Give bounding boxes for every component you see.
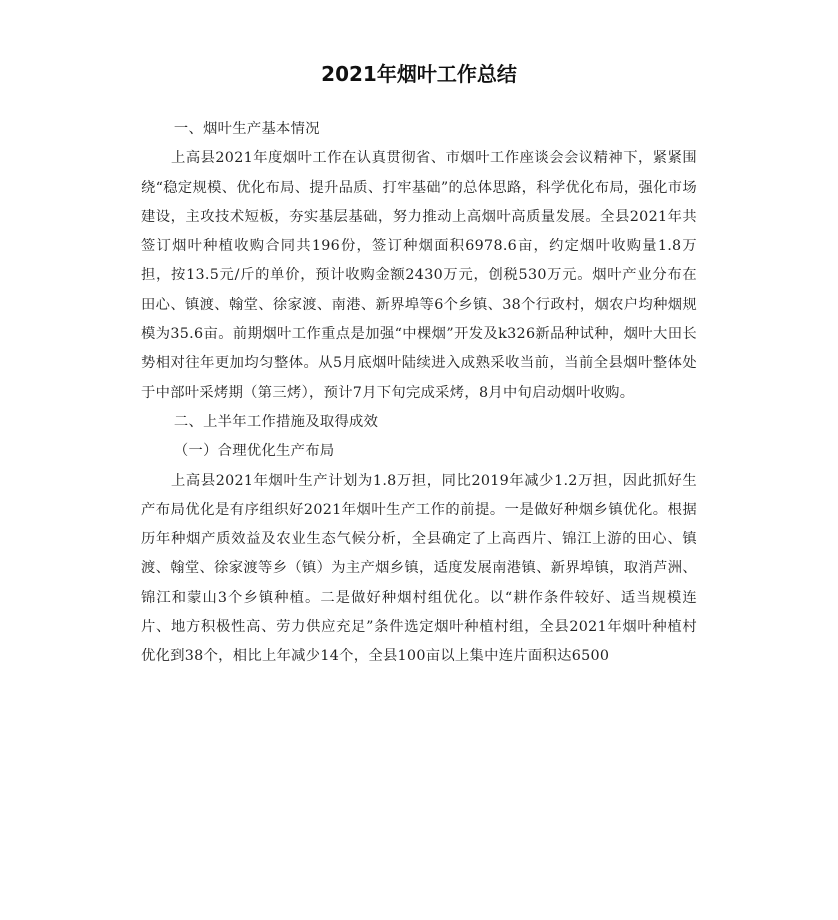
section-heading-1: 一、烟叶生产基本情况: [173, 121, 320, 137]
section-heading-2: 二、上半年工作措施及取得成效: [173, 413, 379, 430]
document-title: 2021年烟叶工作总结: [321, 62, 517, 86]
section-paragraph-2: 上高县2021年烟叶生产计划为1.8万担，同比2019年减少1.2万担，因此抓好生产布局优化是有序组织好2021年烟叶生产工作的前提。一是做好种烟乡镇优化。根据历年种烟产质效益及农业生态气候分析，全县确定了上高西片、锦江上游的田心、镇渡、翰堂、徐家渡等乡（镇）为主产烟乡镇，适度发展南港镇、新界埠镇，取消芦洲、锦江和蒙山3个乡镇种植。二是做好种烟村组优化。以“耕作条件较好、适当规模连片、地方积极性高、劳力供应充足”条件选定烟叶种植村组，全县2021年烟叶种植村优化到38个，相比上年减少14个，全县100亩以上集中连片面积达6500: [141, 472, 697, 665]
section-paragraph-1: 上高县2021年度烟叶工作在认真贯彻省、市烟叶工作座谈会会议精神下，紧紧围绕“稳定规模、优化布局、提升品质、打牢基础”的总体思路，科学优化布局，强化市场建设，主攻技术短板，夯实基层基础，努力推动上高烟叶高质量发展。全县2021年共签订烟叶种植收购合同共196份，签订种烟面积6978.6亩，约定烟叶收购量1.8万担，按13.5元/斤的单价，预计收购金额2430万元，创税530万元。烟叶产业分布在田心、镇渡、翰堂、徐家渡、南港、新界埠等6个乡镇、38个行政村，烟农户均种烟规模为35.6亩。前期烟叶工作重点是加强“中棵烟”开发及k326新品种试种，烟叶大田长势相对往年更加均匀整体。从5月底烟叶陆续进入成熟采收当前，当前全县烟叶整体处于中部叶采烤期（第三烤），预计7月下旬完成采烤，8月中旬启动烟叶收购。: [141, 150, 697, 401]
document-body: [141, 115, 697, 672]
section-subheading-2-1: （一）合理优化生产布局: [173, 443, 335, 460]
